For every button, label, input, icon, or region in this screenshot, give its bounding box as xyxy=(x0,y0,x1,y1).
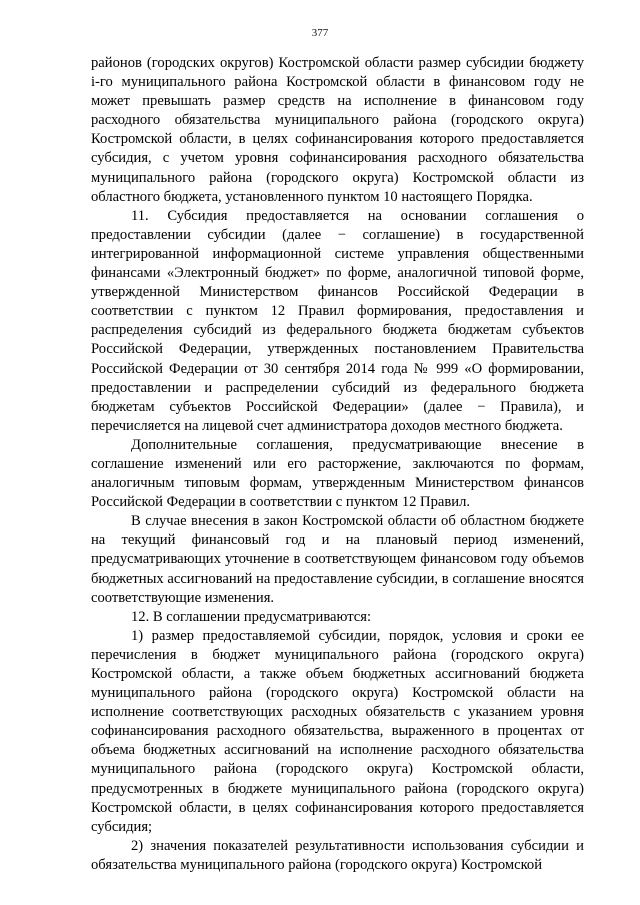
paragraph-item-1: 1) размер предоставляемой субсидии, порядок, условия и сроки ее перечисления в бюджет муниципального района (городского округа) Костромской области, а также объем бюджетных ассигнований бюджета муниципального района (городского округа) Костромской области на исполнение соответствующих расходных обязательств с указанием уровня софинансирования расходного обязательства, выраженного в процентах от объема бюджетных ассигнований на исполнение расходного обязательства муниципального района (городского округа) Костромской области, предусмотренных в бюджете муниципального района (городского округа) Костромской области, в целях софинансирования которого предоставляется субсидия; xyxy=(91,627,584,835)
document-body xyxy=(91,54,584,875)
paragraph-clause-12: 12. В соглашении предусматриваются: xyxy=(131,608,372,625)
paragraph-clause-11: 11. Субсидия предоставляется на основании соглашения о предоставлении субсидии (далее − соглашение) в государственной интегрированной информационной системе управления общественными финансами «Электронный бюджет» по форме, аналогичной типовой форме, утвержденной Министерством финансов Российской Федерации в соответствии с пунктом 12 Правил формирования, предоставления и распределения субсидий из федерального бюджета бюджетам субъектов Российской Федерации, утвержденных постановлением Правительства Российской Федерации от 30 сентября 2014 года № 999 «О формировании, предоставлении и распределении субсидий из федерального бюджета бюджетам субъектов Российской Федерации» (далее − Правила), и перечисляется на лицевой счет администратора доходов местного бюджета. xyxy=(91,207,584,434)
paragraph-law-amendments: В случае внесения в закон Костромской области об областном бюджете на текущий финансовый год и на плановый период изменений, предусматривающих уточнение в соответствующем финансовом году объемов бюджетных ассигнований на предоставление субсидии, в соглашение вносятся соответствующие изменения. xyxy=(91,513,584,606)
paragraph-additional-agreements: Дополнительные соглашения, предусматривающие внесение в соглашение изменений или его расторжение, заключаются по формам, аналогичным типовым формам, утвержденным Министерством финансов Российской Федерации в соответствии с пунктом 12 Правил. xyxy=(91,436,584,511)
paragraph-item-2: 2) значения показателей результативности использования субсидии и обязательства муниципального района (городского округа) Костромской xyxy=(91,837,584,873)
paragraph-continuation: районов (городских округов) Костромской области размер субсидии бюджету i-го муниципального района Костромской области в финансовом году не может превышать размер средств на исполнение в финансовом году расходного обязательства муниципального района (городского округа) Костромской области, в целях софинансирования которого предоставляется субсидия, с учетом уровня софинансирования расходного обязательства муниципального района (городского округа) Костромской области из областного бюджета, установленного пунктом 10 настоящего Порядка. xyxy=(91,55,584,205)
page-number: 377 xyxy=(311,27,329,39)
